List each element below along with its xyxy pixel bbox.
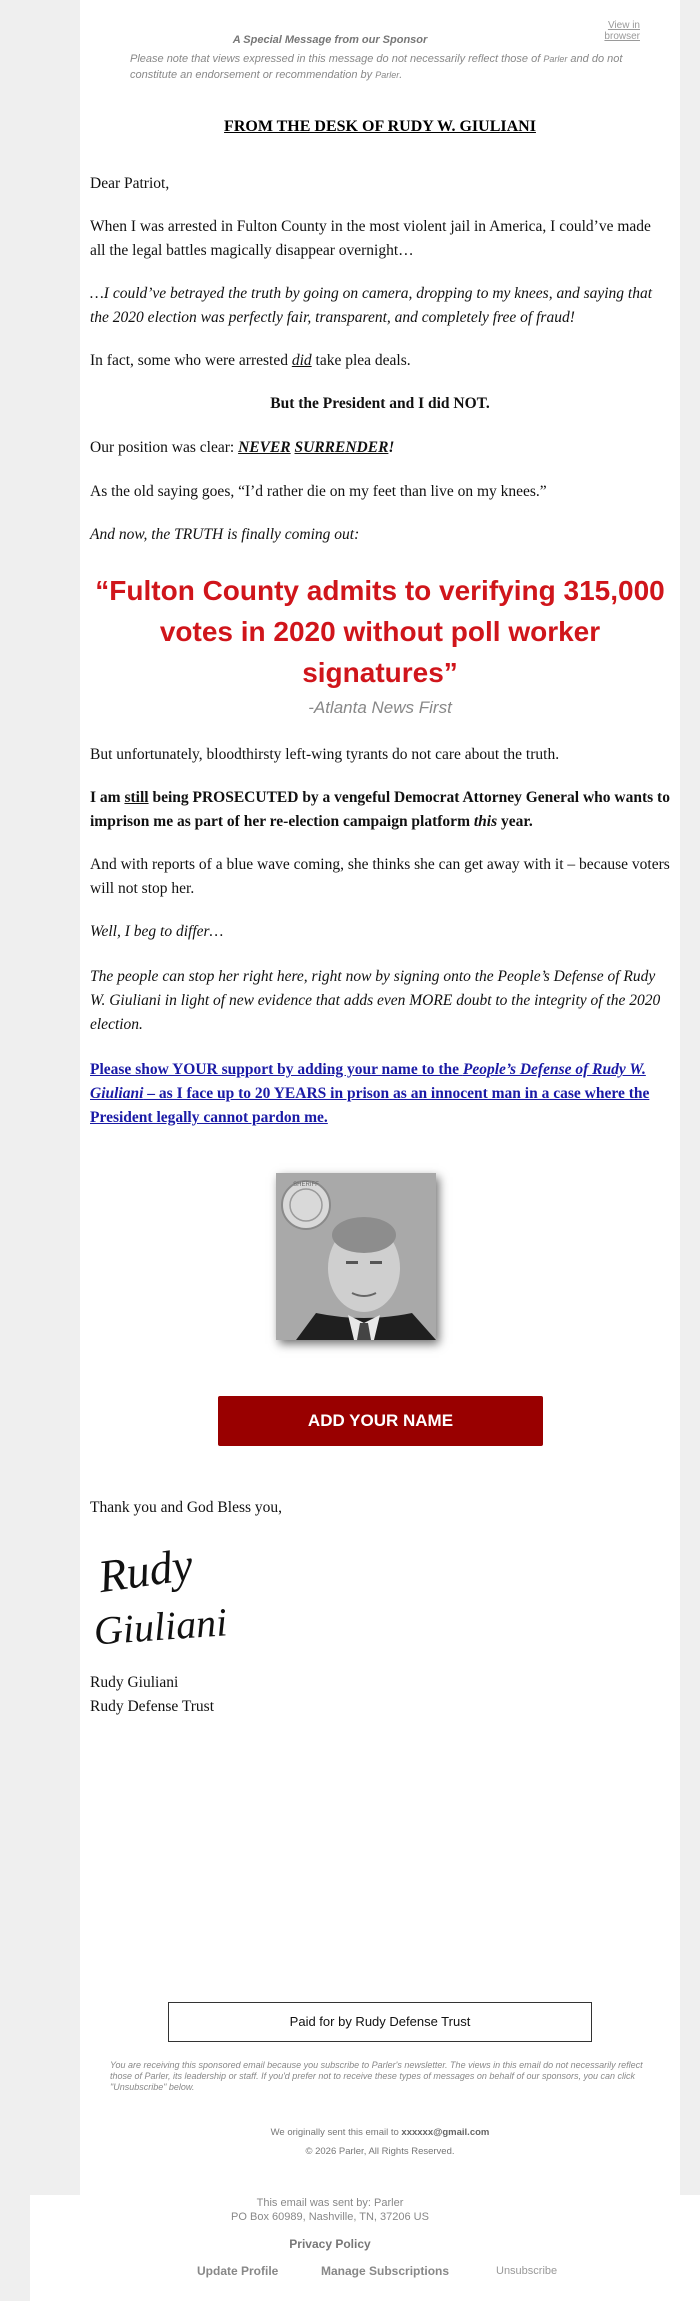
sent-by: This email was sent by: Parler xyxy=(256,2197,404,2209)
mailing-address: PO Box 60989, Nashville, TN, 37206 US xyxy=(231,2211,429,2223)
sponsor-disclaimer: You are receiving this sponsored email because you subscribe to Parler's newsletter. The views in this email do not necessarily reflect those of Parler, its leadership or staff. If you'd prefer not to receive these types of messages on behalf of our sponsors, you can click "Unsubscribe" below. xyxy=(110,2060,643,2092)
p3-emphasis: did xyxy=(291,352,312,369)
greeting: Dear Patriot, xyxy=(90,175,170,192)
surrender-text: SURRENDER xyxy=(294,439,389,456)
headline-quote: “Fulton County admits to verifying 315,000 votes in 2020 without poll worker signatures” xyxy=(95,575,665,688)
sent-to-line xyxy=(80,2127,680,2138)
p9-still: still xyxy=(124,789,149,806)
paid-for-box: Paid for by Rudy Defense Trust xyxy=(168,2002,592,2042)
signature xyxy=(90,1530,260,1655)
paragraph-6: As the old saying goes, “I’d rather die on my feet than live on my knees.” xyxy=(90,483,547,500)
cta-text: – as I face up to 20 YEARS in prison as an innocent man in a case where the President legally cannot pardon me. xyxy=(90,1085,650,1126)
p5-bang: ! xyxy=(388,439,395,456)
closing-line: Thank you and God Bless you, xyxy=(90,1499,283,1516)
sponsor-note xyxy=(130,51,650,83)
signature-line-1: Rudy xyxy=(95,1538,196,1603)
never-text: NEVER xyxy=(238,439,291,456)
unsubscribe-link[interactable]: Unsubscribe xyxy=(496,2265,558,2277)
paragraph-4: But the President and I did NOT. xyxy=(270,395,490,412)
paragraph-8: But unfortunately, bloodthirsty left-wing tyrants do not care about the truth. xyxy=(90,746,560,763)
paragraph-7: And now, the TRUTH is finally coming out: xyxy=(90,526,360,543)
booking-photo-art xyxy=(276,1173,436,1340)
cta-text: Please show YOUR support by adding your name to the xyxy=(90,1061,463,1078)
recipient-email: xxxxxx@gmail.com xyxy=(401,2127,490,2138)
paragraph-9 xyxy=(90,786,670,834)
badge-text: SHERIFF xyxy=(293,1182,319,1188)
sponsor-brand: Parler xyxy=(375,70,400,80)
quote-source: -Atlanta News First xyxy=(308,698,452,717)
privacy-policy-link[interactable]: Privacy Policy xyxy=(289,2237,371,2251)
booking-photo xyxy=(276,1173,436,1340)
p3-text: take plea deals. xyxy=(311,352,411,369)
paragraph-12: The people can stop her right here, right now by signing onto the People’s Defense of Rudy W. Giuliani in light of new evidence that adds even MORE doubt to the integrity of the 2020 election. xyxy=(90,968,661,1033)
p3-text: In fact, some who were arrested xyxy=(90,352,292,369)
sent-prefix: We originally sent this email to xyxy=(270,2127,402,2138)
update-profile-link[interactable]: Update Profile xyxy=(197,2264,279,2278)
p9-text: year. xyxy=(497,813,533,830)
manage-subscriptions-link[interactable]: Manage Subscriptions xyxy=(321,2264,450,2278)
signature-art xyxy=(90,1530,260,1655)
signature-line-2: Giuliani xyxy=(92,1599,229,1654)
signer-org: Rudy Defense Trust xyxy=(90,1698,215,1715)
add-your-name-button[interactable]: ADD YOUR NAME xyxy=(218,1396,543,1446)
sponsor-note-text: and do not constitute an endorsement or recommendation by xyxy=(130,53,623,81)
p9-text: I am xyxy=(90,789,125,806)
p9-text: being PROSECUTED by a vengeful Democrat Attorney General who wants to imprison me as part of her re-election campaign platform xyxy=(90,789,670,830)
paragraph-11: Well, I beg to differ… xyxy=(90,923,224,940)
sponsor-title: A Special Message from our Sponsor xyxy=(232,34,428,46)
desk-title: FROM THE DESK OF RUDY W. GIULIANI xyxy=(224,118,536,135)
sponsor-note-text: Please note that views expressed in this message do not necessarily reflect those of xyxy=(130,53,544,65)
support-cta-link[interactable] xyxy=(90,1058,670,1130)
copyright: © 2026 Parler, All Rights Reserved. xyxy=(305,2146,455,2157)
p9-this: this xyxy=(473,813,498,830)
email-body xyxy=(80,0,680,2195)
sponsor-note-text: . xyxy=(399,69,403,81)
sponsor-brand: Parler xyxy=(543,54,568,64)
paragraph-5 xyxy=(90,436,670,460)
paragraph-10: And with reports of a blue wave coming, she thinks she can get away with it – because voters will not stop her. xyxy=(90,856,670,897)
view-in-browser-link[interactable]: View in browser xyxy=(604,20,640,42)
signer-name: Rudy Giuliani xyxy=(90,1674,179,1691)
paragraph-1: When I was arrested in Fulton County in the most violent jail in America, I could’ve made all the legal battles magically disappear overnight… xyxy=(90,218,651,259)
paragraph-2: …I could’ve betrayed the truth by going on camera, dropping to my knees, and saying that the 2020 election was perfectly fair, transparent, and completely free of fraud! xyxy=(90,285,653,326)
paragraph-3 xyxy=(90,349,670,373)
cta-italic: People’s Defense of Rudy W. Giuliani xyxy=(90,1061,646,1102)
email-footer xyxy=(30,2195,700,2301)
p5-text: Our position was clear: xyxy=(90,439,239,456)
